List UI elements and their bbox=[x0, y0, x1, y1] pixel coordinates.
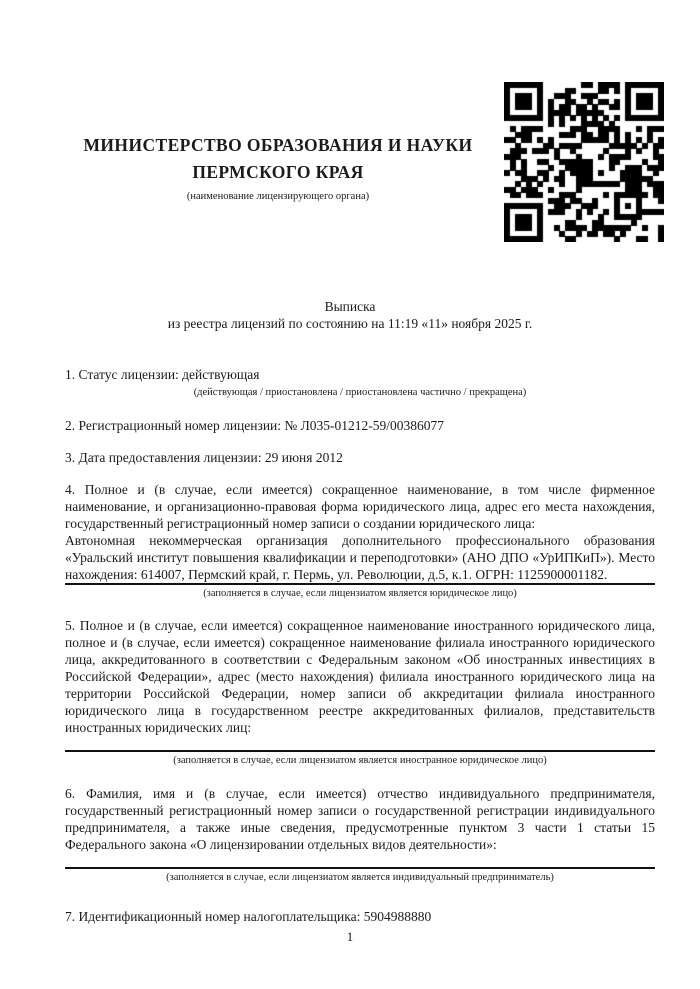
item-legal-entity-text: 4. Полное и (в случае, если имеется) сокращенное наименование, в том числе фирменное наименование, и организационно-правовая форма юридического лица, адрес его места нахождения, государственный регистрационный номер записи о создании юридического лица: bbox=[65, 482, 655, 531]
document-body bbox=[0, 366, 700, 925]
item-registration-number bbox=[65, 417, 655, 434]
item-individual-entrepreneur-text: 6. Фамилия, имя и (в случае, если имеется) отчество индивидуального предпринимателя, государственный регистрационный номер записи о государственной регистрации индивидуального предпринимателя, а также иные сведения, предусмотренные пунктом 3 части 1 статьи 15 Федерального закона «О лицензировании отдельных видов деятельности»: bbox=[65, 786, 655, 852]
document-title-block bbox=[0, 298, 700, 332]
qr-code-icon bbox=[504, 82, 664, 242]
issuing-authority bbox=[58, 132, 498, 203]
document-title: Выписка bbox=[324, 299, 376, 314]
item-taxpayer-number-text: 7. Идентификационный номер налогоплательщика: 5904988880 bbox=[65, 909, 432, 924]
item-registration-number-text: 2. Регистрационный номер лицензии: № Л035-01212-59/00386077 bbox=[65, 418, 445, 433]
item-license-status-text: 1. Статус лицензии: действующая bbox=[65, 367, 260, 382]
item-foreign-entity-text: 5. Полное и (в случае, если имеется) сокращенное наименование иностранного юридического лица, полное и (в случае, если имеется) сокращенное наименование филиала иностранного юридического лица, аккредитованного в соответствии с Федеральным законом «Об иностранных инвестициях в Российской Федерации», адрес (место нахождения) филиала иностранного юридического лица на территории Российской Федерации, номер записи об аккредитации филиала иностранного юридического лица в государственном реестре аккредитованных филиалов, представительств иностранных юридических лиц: bbox=[65, 618, 655, 735]
document-header bbox=[0, 0, 700, 270]
document-subtitle: из реестра лицензий по состоянию на 11:19 «11» ноября 2025 г. bbox=[167, 316, 533, 331]
item-license-status-caption: (действующая / приостановлена / приостановлена частично / прекращена) bbox=[193, 387, 527, 398]
item-taxpayer-number bbox=[65, 908, 655, 925]
item-individual-entrepreneur bbox=[65, 785, 655, 884]
fill-in-rule bbox=[65, 583, 655, 585]
item-license-date-text: 3. Дата предоставления лицензии: 29 июня 2012 bbox=[65, 450, 343, 465]
item-foreign-entity-caption: (заполняется в случае, если лицензиатом является иностранное юридическое лицо) bbox=[173, 755, 547, 766]
issuing-authority-caption: (наименование лицензирующего органа) bbox=[186, 191, 370, 202]
item-individual-entrepreneur-value bbox=[65, 853, 655, 867]
item-license-date bbox=[65, 449, 655, 466]
item-legal-entity-caption: (заполняется в случае, если лицензиатом является юридическое лицо) bbox=[203, 588, 517, 599]
issuing-authority-name-line2: ПЕРМСКОГО КРАЯ bbox=[192, 162, 364, 182]
item-individual-entrepreneur-caption: (заполняется в случае, если лицензиатом является индивидуальный предприниматель) bbox=[166, 872, 554, 883]
item-foreign-entity-value bbox=[65, 736, 655, 750]
item-license-status bbox=[65, 366, 655, 399]
item-legal-entity-value: Автономная некоммерческая организация дополнительного профессионального образования «Уральский институт повышения квалификации и переподготовки» (АНО ДПО «УрИПКиП»). Место нахождения: 614007, Пермский край, г. Пермь, ул. Революции, д.5, к.1. ОГРН: 1125900001182. bbox=[65, 533, 655, 582]
issuing-authority-name-line1: МИНИСТЕРСТВО ОБРАЗОВАНИЯ И НАУКИ bbox=[83, 135, 473, 155]
issuing-authority-name bbox=[58, 132, 498, 186]
fill-in-rule bbox=[65, 867, 655, 869]
page-number: 1 bbox=[346, 929, 354, 944]
item-foreign-entity bbox=[65, 617, 655, 767]
fill-in-rule bbox=[65, 750, 655, 752]
item-legal-entity bbox=[65, 481, 655, 600]
